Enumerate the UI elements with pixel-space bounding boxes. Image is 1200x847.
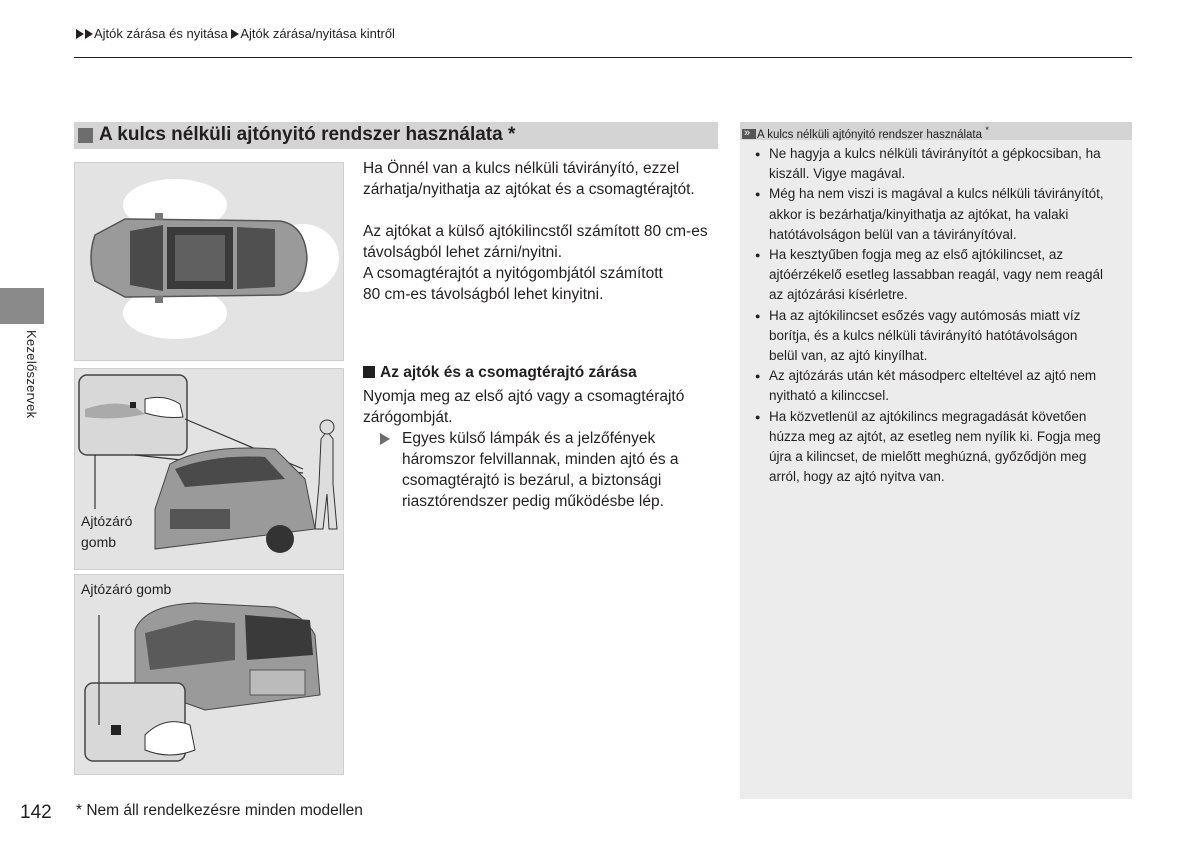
breadcrumb-part-1[interactable]: Ajtók zárása és nyitása [94,26,228,41]
breadcrumb [76,26,395,41]
bullet-line: Ne hagyja a kulcs nélküli távirányítót a gépkocsiban, ha [769,146,1101,161]
section-heading [74,122,718,149]
result-line: Egyes külső lámpák és a jelzőfények [402,430,656,447]
bullet-line: belül van, az ajtó kinyílhat. [769,348,928,364]
figure-front-door [74,368,344,570]
bullet-line: ajtóérzékelő esetleg lassabban reagál, vagy nem reagál [769,267,1103,283]
intro-line: zárhatja/nyithatja az ajtókat és a csomagtérajtót. [363,181,695,198]
result-line: csomagtérajtó is bezárul, a biztonsági [402,472,662,489]
list-item [752,144,1122,184]
list-item [752,366,1122,406]
car-rear-illustration [75,575,343,774]
breadcrumb-part-2[interactable]: Ajtók zárása/nyitása kintről [240,26,395,41]
intro-line: Az ajtókat a külső ajtókilincstől számított 80 cm-es [363,223,708,240]
bullet-line: hatótávolságon belül van a távirányítóval. [769,226,1017,242]
page-number: 142 [20,802,52,823]
sidebar-title[interactable]: A kulcs nélküli ajtónyitó rendszer használata [757,128,983,141]
locking-title: Az ajtók és a csomagtérajtó zárása [380,364,637,381]
bullet-line: borítja, és a kulcs nélküli távirányító hatótávolságon [769,327,1078,343]
front-caption-line-1: Ajtózáró [81,513,133,529]
intro-line: 80 cm-es távolságból lehet kinyitni. [363,286,604,303]
section-title: A kulcs nélküli ajtónyitó rendszer használata [99,124,503,145]
result-line: riasztórendszer pedig működésbe lép. [402,493,664,510]
bullet-line: Ha az ajtókilincset esőzés vagy autómosás miatt víz [769,307,1081,323]
list-item [752,245,1122,306]
bullet-line: Ha közvetlenül az ajtókilincs megragadását követően [769,408,1087,424]
locking-instruction [363,386,684,428]
figure-tailgate [74,574,344,775]
bullet-line: újra a kilincset, de mielőtt meghúzná, győződjön meg [769,449,1087,465]
chapter-label: Kezelőszervek [24,330,39,419]
arrow-icon [85,29,93,39]
footnote: * Nem áll rendelkezésre minden modellen [76,802,363,819]
front-door-caption [81,511,132,553]
list-item [752,306,1122,367]
subheading-square-icon [363,366,375,378]
result-arrow-icon [380,433,390,445]
intro-paragraph-1 [363,158,695,200]
section-star: * [507,124,516,145]
list-item [752,184,1122,245]
chapter-tab [0,288,44,324]
bullet-line: Ha kesztyűben fogja meg az első ajtókilincset, az [769,247,1064,263]
result-line: háromszor felvillannak, minden ajtó és a [402,451,679,468]
heading-square-icon [78,128,93,143]
bullet-line: az ajtózárási kísérletre. [769,287,908,303]
bullet-line: akkor is bezárhatja/kinyithatja az ajtókat, ha valaki [769,206,1069,222]
front-caption-line-2: gomb [81,534,117,550]
intro-line: A csomagtérajtót a nyitógombjától számított [363,265,663,282]
locking-result [383,428,703,512]
intro-paragraph-2 [363,221,708,305]
car-top-view-illustration [75,163,343,360]
figure-top-view [74,162,344,361]
arrow-icon [76,29,84,39]
sidebar-star: * [985,125,989,136]
list-item [752,407,1122,488]
sidebar-heading [740,122,1132,140]
bullet-line: Az ajtózárás után két másodperc elteltével az ajtó nem [769,368,1097,384]
arrow-icon [231,29,239,39]
intro-line: Ha Önnél van a kulcs nélküli távirányító, ezzel [363,160,680,177]
bullet-line: kiszáll. Vigye magával. [769,166,906,182]
bullet-line: arról, hogy az ajtó nyitva van. [769,469,945,485]
bullet-line: nyitható a kilinccsel. [769,388,890,404]
locking-line: zárógombját. [363,409,453,426]
bullet-line: húzza meg az ajtót, az esetleg nem nyílik ki. Fogja meg [769,428,1101,444]
header-rule [74,57,1132,58]
sidebar-bullet-list [752,144,1122,487]
locking-heading [363,364,637,382]
locking-line: Nyomja meg az első ajtó vagy a csomagtérajtó [363,388,685,405]
bullet-line: Még ha nem viszi is magával a kulcs nélküli távirányítót, [769,186,1104,202]
intro-line: távolságból lehet zárni/nyitni. [363,244,563,261]
rear-caption: Ajtózáró gomb [81,581,172,597]
double-arrow-icon [742,129,756,139]
